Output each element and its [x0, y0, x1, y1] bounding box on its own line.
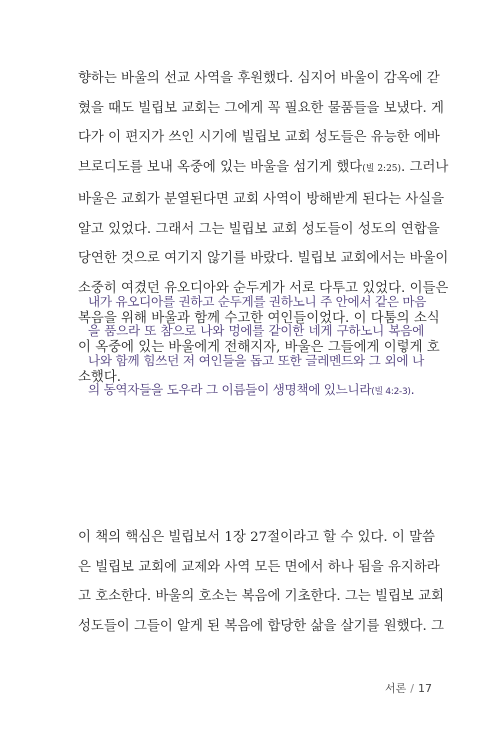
text-line: 혔을 때도 빌립보 교회는 그에게 꼭 필요한 물품들을 보냈다. 게: [78, 100, 444, 116]
text-line: 이 옥중에 있는 바울에게 전해지자, 바울은 그들에게 이렇게 호: [78, 340, 440, 356]
text-line: 소중히 여겼던 유오디아와 순두게가 서로 다투고 있었다. 이들은: [78, 280, 449, 296]
text-line: 고 호소한다. 바울의 호소는 복음에 기초한다. 그는 빌립보 교회: [78, 589, 444, 605]
text-line: 바울은 교회가 분열된다면 교회 사역이 방해받게 된다는 사실을: [78, 191, 445, 207]
footer-separator: /: [410, 682, 414, 695]
text-line: 다가 이 편지가 쓰인 시기에 빌립보 교회 성도들은 유능한 에바: [78, 130, 440, 146]
text-line: 알고 있었다. 그래서 그는 빌립보 교회 성도들이 성도의 연합을: [78, 221, 440, 237]
scripture-reference: (빌 2:25): [362, 164, 402, 175]
page-footer: [385, 680, 432, 696]
text-segment: .: [410, 381, 415, 397]
text-segment: . 그러나: [401, 160, 449, 176]
quote-line: 나와 함께 힘쓰던 저 여인들을 돕고 또한 글레멘드와 그 외에 나: [88, 352, 424, 368]
text-line: 당연한 것으로 여기지 않기를 바랐다. 빌립보 교회에서는 바울이: [78, 251, 449, 267]
text-line: 향하는 바울의 선교 사역을 후원했다. 심지어 바울이 감옥에 갇: [78, 71, 440, 86]
quote-line: [88, 375, 424, 407]
scripture-quote: [88, 287, 427, 407]
quote-line: 을 품으라 또 참으로 나와 멍에를 같이한 네게 구하노니 복음에: [88, 323, 424, 339]
text-line: 성도들이 그들이 알게 된 복음에 합당한 삶을 살기를 원했다. 그: [78, 619, 444, 635]
text-line: 이 책의 핵심은 빌립보서 1장 27절이라고 할 수 있다. 이 말씀: [78, 530, 435, 545]
text-line: 소했다.: [78, 370, 122, 386]
text-segment: 브로디도를 보내 옥중에 있는 바울을 섬기게 했다: [78, 160, 363, 176]
quote-line: 내가 유오디아를 권하고 순두게를 권하노니 주 안에서 같은 마음: [88, 294, 427, 309]
body-paragraph-2: [78, 523, 444, 642]
section-title: 서론: [385, 682, 407, 695]
text-line: [78, 153, 449, 185]
page-number: 17: [418, 682, 432, 695]
text-line: 복음을 위해 바울과 함께 수고한 여인들이었다. 이 다툼의 소식: [78, 310, 440, 326]
text-segment: 의 동역자들을 도우라 그 이름들이 생명책에 있느니라: [88, 381, 372, 397]
scripture-reference: (빌 4:2-3): [371, 386, 411, 397]
text-line: 은 빌립보 교회에 교제와 사역 모든 면에서 하나 됨을 유지하라: [78, 559, 440, 575]
